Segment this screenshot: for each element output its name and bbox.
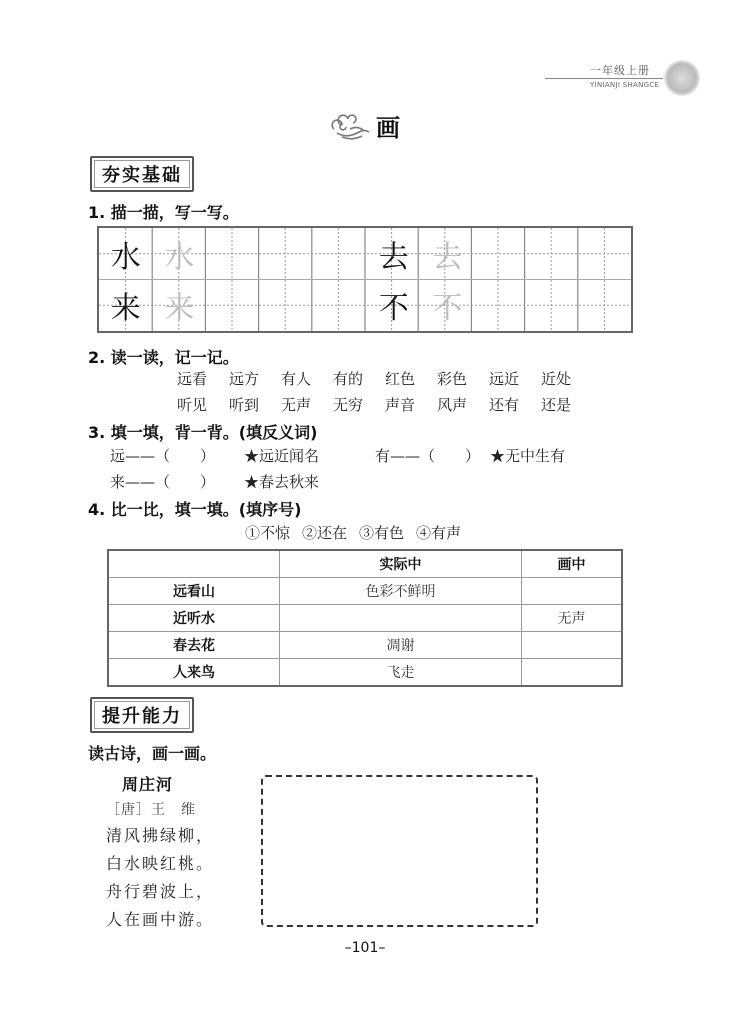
poem-body <box>106 822 214 934</box>
trace-char[interactable]: 来 <box>164 291 195 326</box>
table-row <box>108 605 622 632</box>
writing-grid[interactable] <box>97 226 633 333</box>
lesson-title <box>328 108 400 143</box>
word: 红色 <box>385 370 416 388</box>
word: 无穷 <box>333 396 364 414</box>
row-label: 春去花 <box>108 632 280 659</box>
model-char: 去 <box>378 240 409 275</box>
word: 近处 <box>541 370 572 388</box>
row-label: 人来鸟 <box>108 659 280 687</box>
table-header-row <box>108 550 622 578</box>
page-number: –101– <box>344 940 386 956</box>
word: 声音 <box>385 396 416 414</box>
answer-cell[interactable]: 色彩不鲜明 <box>280 578 522 605</box>
cloud-ornament-icon <box>328 111 370 141</box>
idiom: ★春去秋来 <box>244 473 320 491</box>
book-title: 一年级上册 <box>590 64 650 77</box>
header-cell: 实际中 <box>280 550 522 578</box>
trace-char[interactable]: 不 <box>432 291 463 326</box>
row-label: 近听水 <box>108 605 280 632</box>
poem-author: ［唐］王 维 <box>106 802 196 818</box>
question-3-title: 3. 填一填，背一背。(填反义词) <box>88 423 318 442</box>
antonym-blank[interactable]: 有——（ ） <box>375 447 481 465</box>
answer-cell[interactable] <box>521 659 622 687</box>
lesson-title-text: 画 <box>376 114 400 142</box>
word: 彩色 <box>437 370 468 388</box>
trace-char[interactable]: 水 <box>164 240 195 275</box>
antonym-blank[interactable]: 来——（ ） <box>110 473 216 491</box>
option: ②还在 <box>302 524 348 542</box>
poem-line: 白水映红桃。 <box>106 854 215 873</box>
header-cell <box>108 550 280 578</box>
word: 远看 <box>177 370 208 388</box>
word: 有人 <box>281 370 312 388</box>
option: ③有色 <box>359 524 405 542</box>
question-4-title: 4. 比一比，填一填。(填序号) <box>88 500 302 519</box>
word: 有的 <box>333 370 364 388</box>
word: 远近 <box>489 370 520 388</box>
trace-char[interactable]: 去 <box>432 240 463 275</box>
poem-line: 清风拂绿柳， <box>106 826 215 845</box>
word: 远方 <box>229 370 260 388</box>
answer-cell[interactable] <box>280 605 522 632</box>
answer-cell[interactable]: 飞走 <box>280 659 522 687</box>
word: 听见 <box>177 396 208 414</box>
question-2-title: 2. 读一读，记一记。 <box>88 348 239 367</box>
answer-cell[interactable]: 凋谢 <box>280 632 522 659</box>
word-list-row <box>177 368 593 389</box>
idiom: ★无中生有 <box>490 447 566 465</box>
table-row <box>108 632 622 659</box>
answer-cell[interactable] <box>521 578 622 605</box>
section-badge-basics <box>90 156 194 192</box>
word: 听到 <box>229 396 260 414</box>
model-char: 水 <box>110 240 141 275</box>
poem-instruction: 读古诗，画一画。 <box>88 744 217 763</box>
poem-title: 周庄河 <box>122 775 174 794</box>
poem-line: 舟行碧波上， <box>106 882 215 901</box>
answer-cell[interactable]: 无声 <box>521 605 622 632</box>
section-badge-improve <box>90 697 194 733</box>
poem-line: 人在画中游。 <box>106 910 215 929</box>
question-1-title: 1. 描一描，写一写。 <box>88 203 239 222</box>
drawing-area[interactable] <box>261 775 538 927</box>
header-rule <box>545 78 663 79</box>
section-badge-label: 夯实基础 <box>102 165 182 186</box>
book-subtitle: YINIANJI SHANGCE <box>590 81 660 89</box>
word: 无声 <box>281 396 312 414</box>
table-row <box>108 578 622 605</box>
model-char: 来 <box>110 291 141 326</box>
model-char: 不 <box>378 291 409 326</box>
section-badge-label: 提升能力 <box>102 706 182 727</box>
word: 还是 <box>541 396 572 414</box>
dragon-seal-icon <box>664 60 700 96</box>
option: ①不惊 <box>245 524 291 542</box>
header-cell: 画中 <box>521 550 622 578</box>
answer-cell[interactable] <box>521 632 622 659</box>
row-label: 远看山 <box>108 578 280 605</box>
antonym-blank[interactable]: 远——（ ） <box>110 447 216 465</box>
word: 还有 <box>489 396 520 414</box>
word-list-row <box>177 394 593 415</box>
table-row <box>108 659 622 687</box>
option-list <box>245 522 461 543</box>
option: ④有声 <box>416 524 462 542</box>
idiom: ★远近闻名 <box>244 447 320 465</box>
word: 风声 <box>437 396 468 414</box>
comparison-table <box>107 549 623 687</box>
